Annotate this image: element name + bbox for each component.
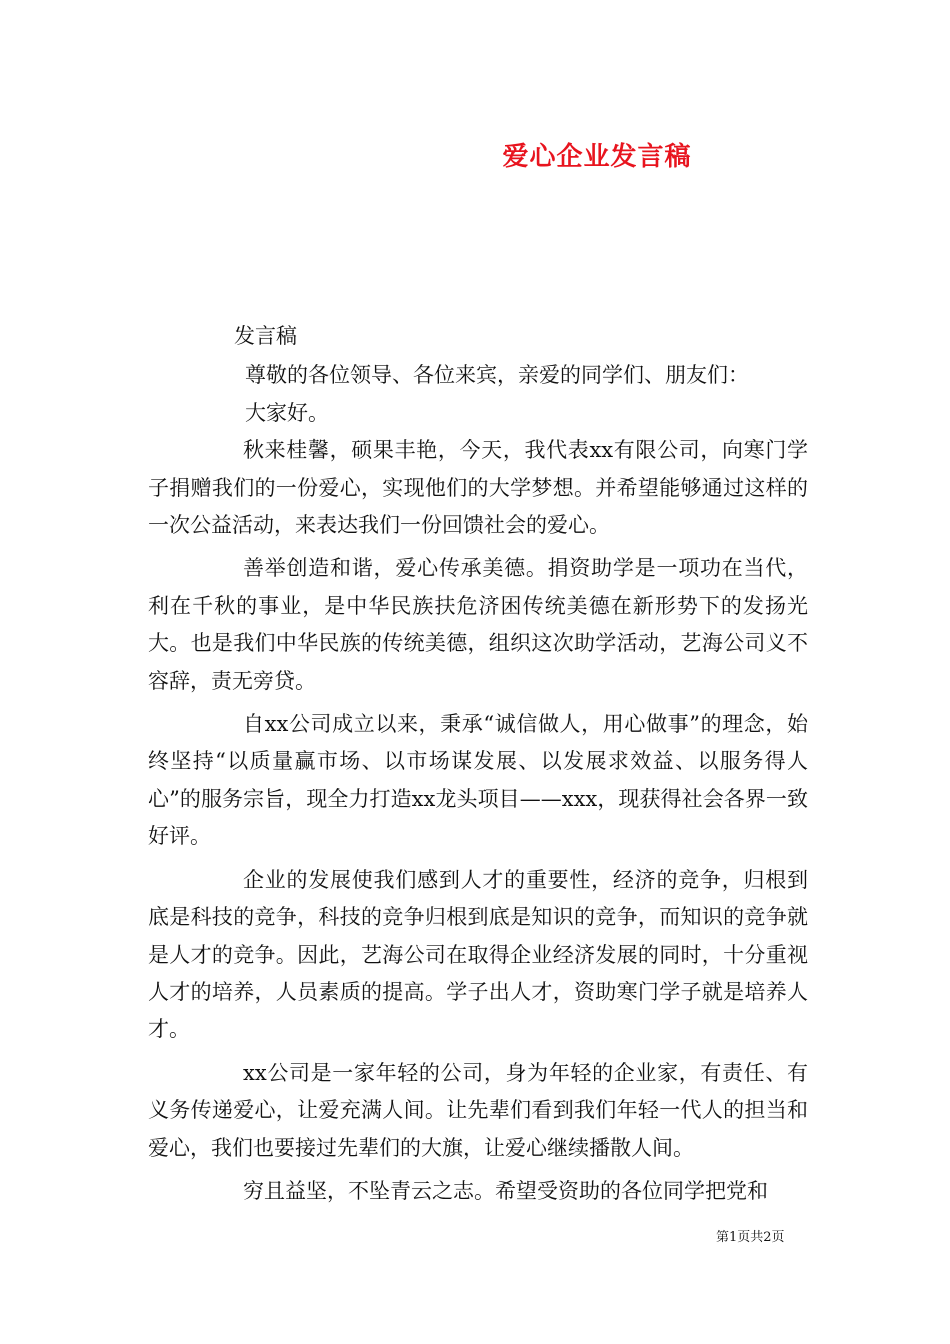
salutation: 尊敬的各位领导、各位来宾，亲爱的同学们、朋友们：: [245, 363, 749, 388]
document-label: 发言稿: [234, 324, 297, 348]
body-paragraph-2: 善举创造和谐，爱心传承美德。捐资助学是一项功在当代，利在千秋的事业，是中华民族扶危济困传统美德在新形势下的发扬光大。也是我们中华民族的传统美德，组织这次助学活动，艺海公司义不容辞，责无旁贷。: [148, 556, 808, 693]
body-paragraph-6: 穷且益坚，不坠青云之志。希望受资助的各位同学把党和: [243, 1178, 768, 1203]
body-paragraph-1: 秋来桂馨，硕果丰艳，今天，我代表xx有限公司，向寒门学子捐赠我们的一份爱心，实现他们的大学梦想。并希望能够通过这样的一次公益活动，来表达我们一份回馈社会的爱心。: [148, 438, 808, 538]
greeting: 大家好。: [245, 400, 329, 425]
page-title: 爱心企业发言稿: [502, 142, 692, 172]
body-paragraph-3: 自xx公司成立以来，秉承“诚信做人，用心做事”的理念，始终坚持“以质量赢市场、以市场谋发展、以发展求效益、以服务得人心”的服务宗旨，现全力打造xx龙头项目——xxx，现获得社会各界一致好评。: [148, 712, 808, 849]
document-body: [148, 318, 808, 1216]
body-paragraph-5: xx公司是一家年轻的公司，身为年轻的企业家，有责任、有义务传递爱心，让爱充满人间。让先辈们看到我们年轻一代人的担当和爱心，我们也要接过先辈们的大旗，让爱心继续播散人间。: [148, 1060, 808, 1160]
body-paragraph-4: 企业的发展使我们感到人才的重要性，经济的竞争，归根到底是科技的竞争，科技的竞争归根到底是知识的竞争，而知识的竞争就是人才的竞争。因此，艺海公司在取得企业经济发展的同时，十分重视人才的培养，人员素质的提高。学子出人才，资助寒门学子就是培养人才。: [148, 867, 808, 1042]
page-number: 第1页共2页: [716, 1230, 785, 1245]
